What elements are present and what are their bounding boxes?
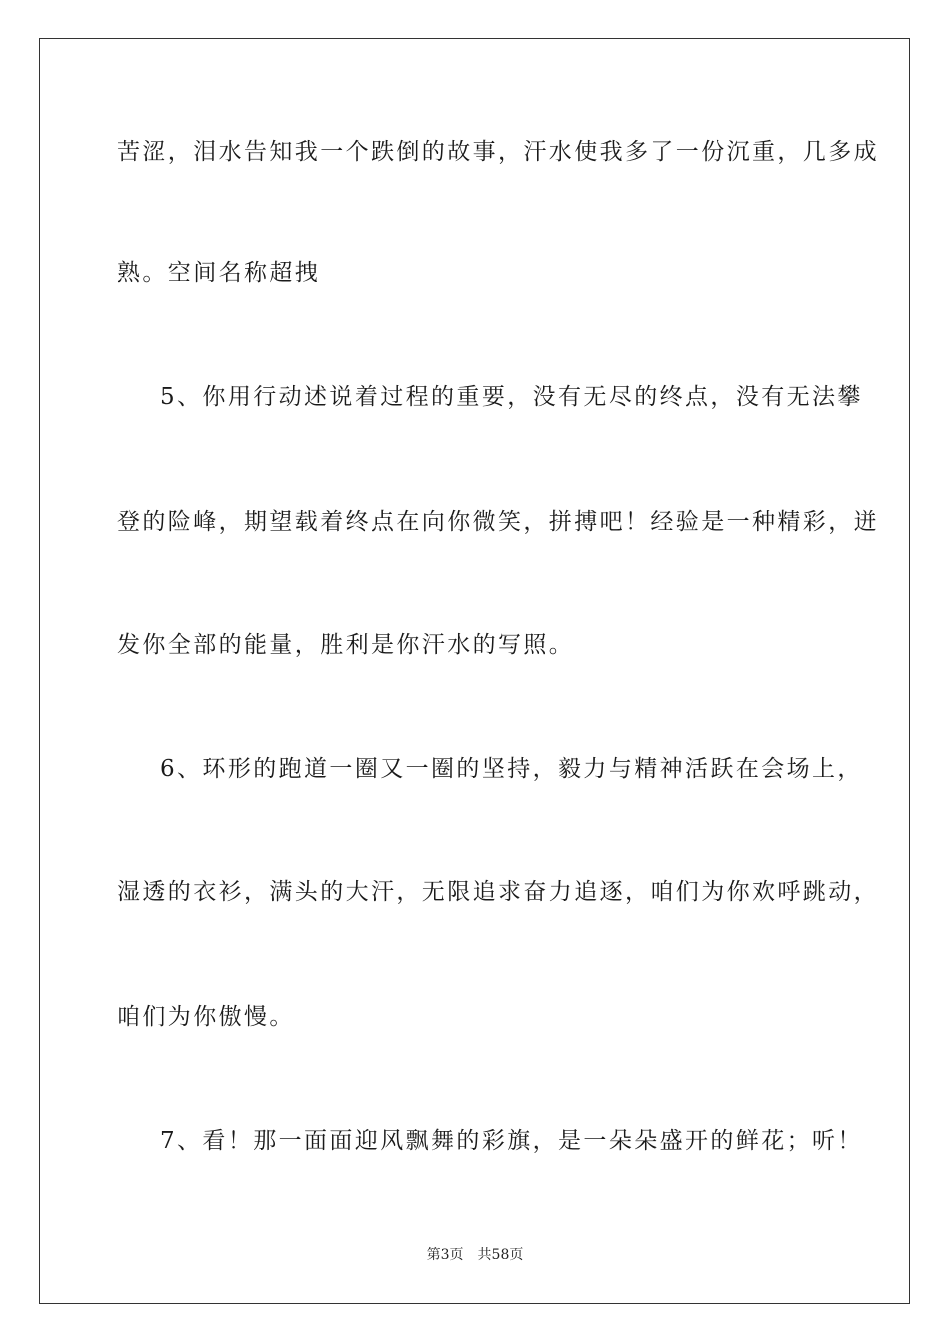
text-line: 咱们为你傲慢。 — [117, 1004, 295, 1030]
paragraph-5-line: 5、你用行动述说着过程的重要，没有无尽的终点，没有无法攀 — [160, 384, 863, 410]
text-line: 湿透的衣衫，满头的大汗，无限追求奋力追逐，咱们为你欢呼跳动， — [117, 879, 879, 905]
total-pages: 共58页 — [477, 1247, 524, 1263]
text-line: 发你全部的能量，胜利是你汗水的写照。 — [117, 632, 575, 658]
text-line: 苦涩，泪水告知我一个跌倒的故事，汗水使我多了一份沉重，几多成 — [117, 139, 879, 165]
text-line: 熟。空间名称超拽 — [117, 260, 321, 286]
page-number: 第3页 — [426, 1247, 464, 1263]
paragraph-6-line: 6、环形的跑道一圈又一圈的坚持，毅力与精神活跃在会场上， — [160, 756, 863, 782]
paragraph-7-line: 7、看！那一面面迎风飘舞的彩旗，是一朵朵盛开的鲜花；听！ — [160, 1128, 863, 1154]
page-footer — [0, 1246, 950, 1264]
text-line: 登的险峰，期望载着终点在向你微笑，拼搏吧！经验是一种精彩，迸 — [117, 509, 879, 535]
page-border — [39, 38, 910, 1304]
